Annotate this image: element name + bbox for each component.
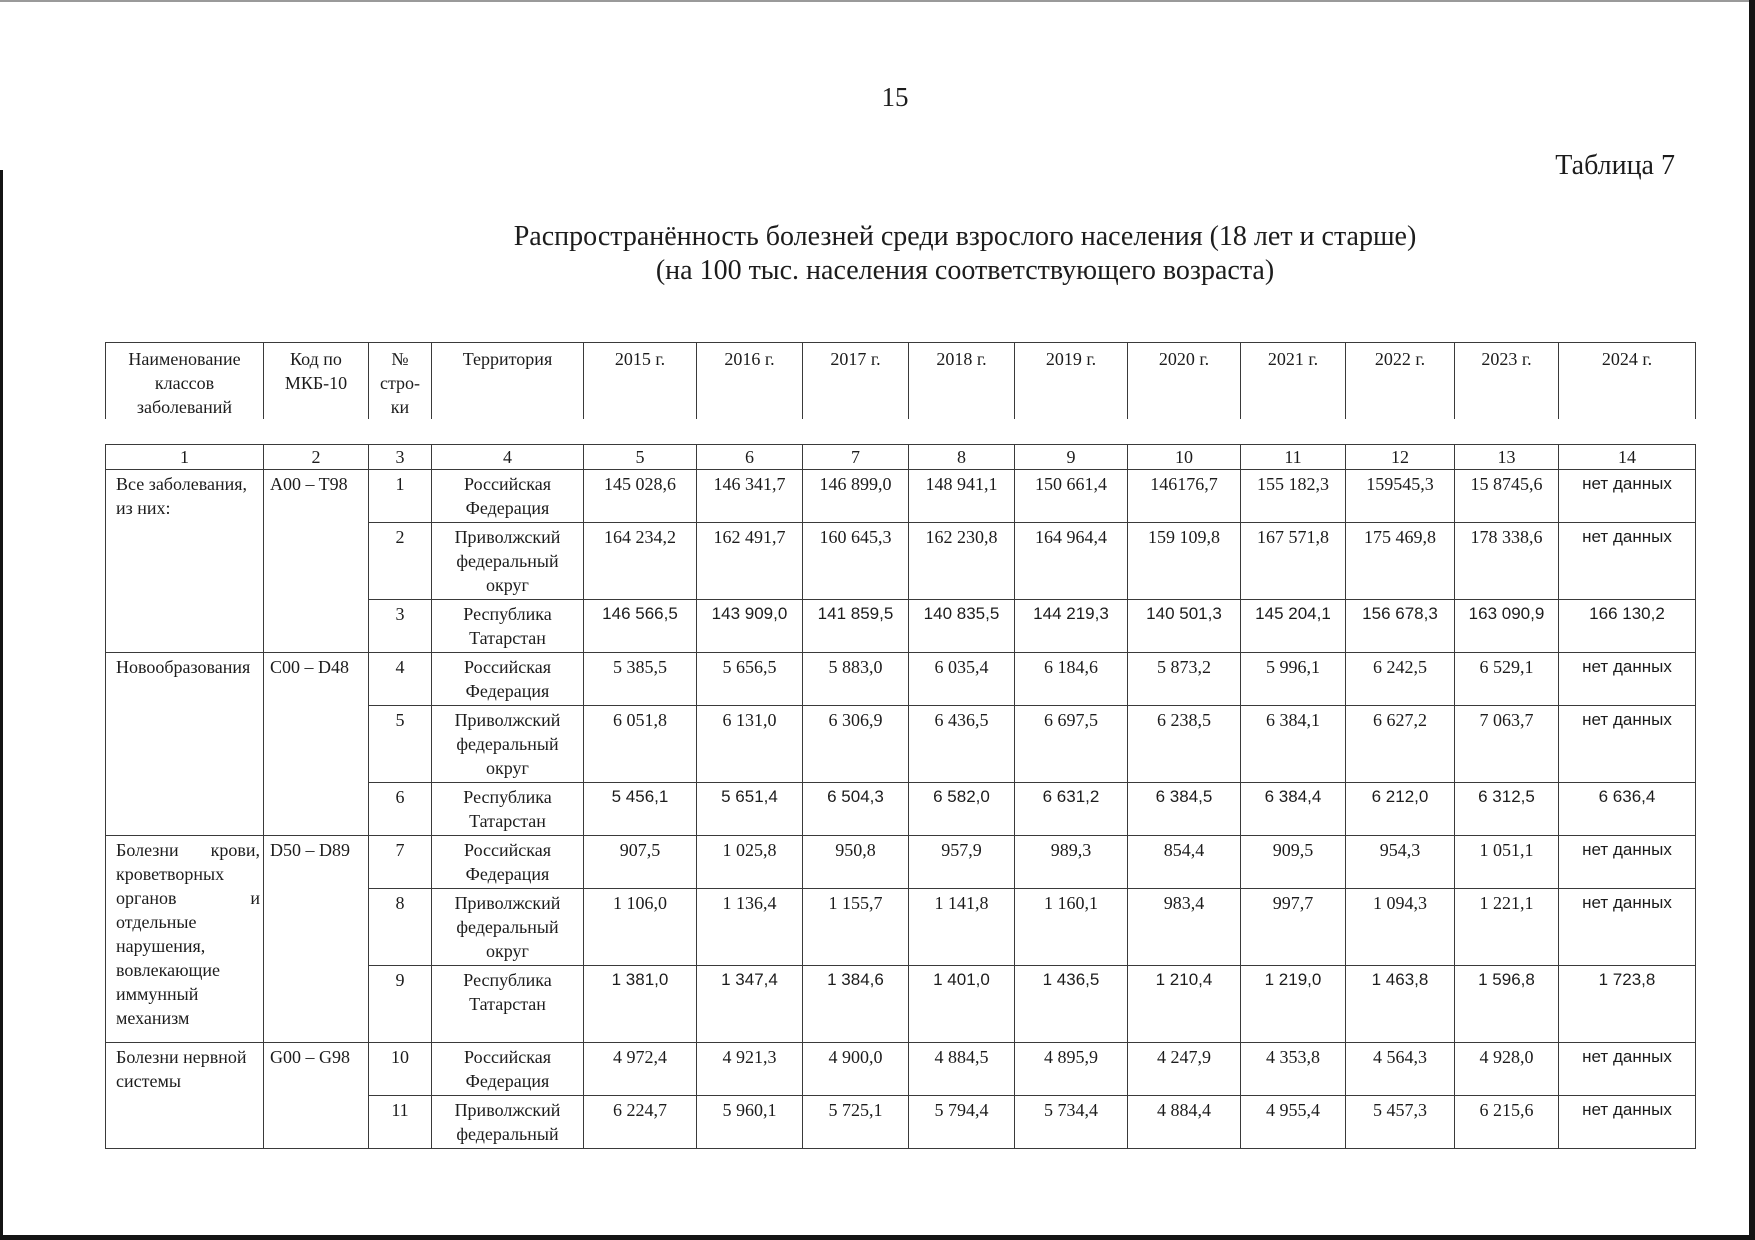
column-number: 8 [909,445,1015,470]
value-cell: 4 884,5 [909,1043,1015,1096]
value-cell: 5 794,4 [909,1096,1015,1149]
table-row [106,653,1696,706]
value-cell: 164 964,4 [1015,523,1128,600]
value-cell: 1 210,4 [1128,966,1241,1043]
value-cell: 5 960,1 [697,1096,803,1149]
value-cell: 159545,3 [1346,470,1455,523]
value-cell: 4 972,4 [584,1043,697,1096]
value-cell: 5 651,4 [697,783,803,836]
value-cell: 983,4 [1128,889,1241,966]
value-cell: 178 338,6 [1455,523,1559,600]
disease-class-cell: Все заболевания, из них: [106,470,264,653]
value-cell: 1 094,3 [1346,889,1455,966]
value-cell: 1 221,1 [1455,889,1559,966]
header-territory: Территория [432,343,584,420]
value-cell: 6 384,1 [1241,706,1346,783]
value-cell: 166 130,2 [1559,600,1696,653]
value-cell: 7 063,7 [1455,706,1559,783]
value-cell: 5 457,3 [1346,1096,1455,1149]
header-year: 2024 г. [1559,343,1696,420]
header-row-no: № стро-ки [369,343,432,420]
value-cell: 163 090,9 [1455,600,1559,653]
territory-cell: Российская Федерация [432,653,584,706]
value-cell: 957,9 [909,836,1015,889]
value-cell: 909,5 [1241,836,1346,889]
value-cell: 6 312,5 [1455,783,1559,836]
value-cell: 4 564,3 [1346,1043,1455,1096]
value-cell: 162 230,8 [909,523,1015,600]
value-cell: 1 160,1 [1015,889,1128,966]
territory-cell: Приволжский федеральный округ [432,706,584,783]
page-number: 15 [881,82,909,112]
value-cell: 954,3 [1346,836,1455,889]
value-cell: 6 212,0 [1346,783,1455,836]
column-number: 11 [1241,445,1346,470]
header-year: 2015 г. [584,343,697,420]
territory-cell: Приволжский федеральный округ [432,889,584,966]
value-cell: 5 873,2 [1128,653,1241,706]
value-cell: 1 106,0 [584,889,697,966]
value-cell: 167 571,8 [1241,523,1346,600]
value-cell: 997,7 [1241,889,1346,966]
value-cell: нет данных [1559,1043,1696,1096]
value-cell: 160 645,3 [803,523,909,600]
table-label: Таблица 7 [1555,150,1675,181]
header-year: 2016 г. [697,343,803,420]
column-number: 7 [803,445,909,470]
row-number-cell: 3 [369,600,432,653]
row-number-cell: 8 [369,889,432,966]
value-cell: 6 627,2 [1346,706,1455,783]
value-cell: 1 141,8 [909,889,1015,966]
value-cell: 5 456,1 [584,783,697,836]
value-cell: 155 182,3 [1241,470,1346,523]
value-cell: 140 501,3 [1128,600,1241,653]
value-cell: нет данных [1559,889,1696,966]
row-number-cell: 1 [369,470,432,523]
value-cell: 6 184,6 [1015,653,1128,706]
icd-code-cell: G00 – G98 [264,1043,369,1149]
row-number-cell: 5 [369,706,432,783]
value-cell: 143 909,0 [697,600,803,653]
table-body [106,445,1696,1149]
row-number-cell: 9 [369,966,432,1043]
disease-class-cell: Болезни нервной системы [106,1043,264,1149]
value-cell: 145 028,6 [584,470,697,523]
value-cell: 5 656,5 [697,653,803,706]
value-cell: 4 955,4 [1241,1096,1346,1149]
value-cell: 4 928,0 [1455,1043,1559,1096]
value-cell: 907,5 [584,836,697,889]
value-cell: 6 697,5 [1015,706,1128,783]
column-number: 4 [432,445,584,470]
header-year: 2018 г. [909,343,1015,420]
territory-cell: Российская Федерация [432,1043,584,1096]
value-cell: 1 025,8 [697,836,803,889]
header-year: 2020 г. [1128,343,1241,420]
column-number: 5 [584,445,697,470]
value-cell: 989,3 [1015,836,1128,889]
value-cell: 854,4 [1128,836,1241,889]
table-row [106,836,1696,889]
value-cell: 6 242,5 [1346,653,1455,706]
value-cell: 146 899,0 [803,470,909,523]
value-cell: 144 219,3 [1015,600,1128,653]
territory-cell: Российская Федерация [432,836,584,889]
value-cell: нет данных [1559,706,1696,783]
row-number-cell: 11 [369,1096,432,1149]
value-cell: 6 636,4 [1559,783,1696,836]
column-number: 10 [1128,445,1241,470]
value-cell: 1 155,7 [803,889,909,966]
value-cell: 6 384,4 [1241,783,1346,836]
value-cell: 156 678,3 [1346,600,1455,653]
value-cell: 4 247,9 [1128,1043,1241,1096]
disease-class-cell: Болезни крови, кроветворных органов и отдельные нарушения, вовлекающие иммунный механизм [106,836,264,1043]
header-class-name: Наименование классов заболеваний [106,343,264,420]
title-line-1: Распространённость болезней среди взрослого населения (18 лет и старше) [513,221,1417,252]
value-cell: 6 051,8 [584,706,697,783]
table-row [106,470,1696,523]
value-cell: 1 384,6 [803,966,909,1043]
icd-code-cell: A00 – T98 [264,470,369,653]
value-cell: 148 941,1 [909,470,1015,523]
territory-cell: Республика Татарстан [432,783,584,836]
value-cell: 15 8745,6 [1455,470,1559,523]
value-cell: 4 884,4 [1128,1096,1241,1149]
value-cell: 6 504,3 [803,783,909,836]
value-cell: 146 341,7 [697,470,803,523]
column-number: 6 [697,445,803,470]
value-cell: 4 895,9 [1015,1043,1128,1096]
value-cell: 6 035,4 [909,653,1015,706]
value-cell: 145 204,1 [1241,600,1346,653]
value-cell: 6 631,2 [1015,783,1128,836]
row-number-cell: 6 [369,783,432,836]
territory-cell: Приволжский федеральный [432,1096,584,1149]
table-header [105,342,1696,419]
value-cell: 1 401,0 [909,966,1015,1043]
column-number: 2 [264,445,369,470]
value-cell: 1 463,8 [1346,966,1455,1043]
value-cell: 4 921,3 [697,1043,803,1096]
territory-cell: Российская Федерация [432,470,584,523]
value-cell: 150 661,4 [1015,470,1128,523]
header-year: 2023 г. [1455,343,1559,420]
row-number-cell: 7 [369,836,432,889]
scan-edge-left [0,170,3,1240]
row-number-cell: 2 [369,523,432,600]
value-cell: 4 353,8 [1241,1043,1346,1096]
column-number: 14 [1559,445,1696,470]
value-cell: 1 347,4 [697,966,803,1043]
header-year: 2022 г. [1346,343,1455,420]
column-number: 1 [106,445,264,470]
value-cell: 162 491,7 [697,523,803,600]
value-cell: 1 219,0 [1241,966,1346,1043]
value-cell: 950,8 [803,836,909,889]
column-numbers-row [106,445,1696,470]
value-cell: 5 996,1 [1241,653,1346,706]
value-cell: нет данных [1559,470,1696,523]
value-cell: 164 234,2 [584,523,697,600]
column-number: 12 [1346,445,1455,470]
data-table [105,444,1696,1149]
column-number: 13 [1455,445,1559,470]
value-cell: 146 566,5 [584,600,697,653]
table-row [106,1043,1696,1096]
value-cell: 6 224,7 [584,1096,697,1149]
value-cell: 6 131,0 [697,706,803,783]
value-cell: 5 725,1 [803,1096,909,1149]
value-cell: 6 436,5 [909,706,1015,783]
value-cell: 1 381,0 [584,966,697,1043]
value-cell: 1 596,8 [1455,966,1559,1043]
value-cell: 1 436,5 [1015,966,1128,1043]
row-number-cell: 10 [369,1043,432,1096]
value-cell: нет данных [1559,1096,1696,1149]
scan-edge-bottom [0,1235,1755,1240]
column-number: 9 [1015,445,1128,470]
value-cell: 5 385,5 [584,653,697,706]
header-year: 2017 г. [803,343,909,420]
value-cell: 6 529,1 [1455,653,1559,706]
scan-edge-top [0,0,1755,2]
territory-cell: Приволжский федеральный округ [432,523,584,600]
value-cell: 6 384,5 [1128,783,1241,836]
value-cell: 1 136,4 [697,889,803,966]
value-cell: 159 109,8 [1128,523,1241,600]
disease-class-cell: Новообразования [106,653,264,836]
title-line-2: (на 100 тыс. населения соответствующего возраста) [655,255,1275,286]
value-cell: нет данных [1559,836,1696,889]
row-number-cell: 4 [369,653,432,706]
value-cell: 175 469,8 [1346,523,1455,600]
icd-code-cell: D50 – D89 [264,836,369,1043]
value-cell: 141 859,5 [803,600,909,653]
value-cell: 146176,7 [1128,470,1241,523]
column-number: 3 [369,445,432,470]
value-cell: нет данных [1559,523,1696,600]
value-cell: 6 306,9 [803,706,909,783]
value-cell: 4 900,0 [803,1043,909,1096]
value-cell: 5 883,0 [803,653,909,706]
territory-cell: Республика Татарстан [432,966,584,1043]
value-cell: нет данных [1559,653,1696,706]
icd-code-cell: C00 – D48 [264,653,369,836]
scan-edge-right [1749,0,1755,1240]
territory-cell: Республика Татарстан [432,600,584,653]
value-cell: 1 723,8 [1559,966,1696,1043]
value-cell: 5 734,4 [1015,1096,1128,1149]
value-cell: 1 051,1 [1455,836,1559,889]
value-cell: 6 582,0 [909,783,1015,836]
value-cell: 6 215,6 [1455,1096,1559,1149]
value-cell: 140 835,5 [909,600,1015,653]
header-icd-code: Код по МКБ-10 [264,343,369,420]
header-year: 2021 г. [1241,343,1346,420]
table-title [400,220,1530,288]
value-cell: 6 238,5 [1128,706,1241,783]
header-year: 2019 г. [1015,343,1128,420]
